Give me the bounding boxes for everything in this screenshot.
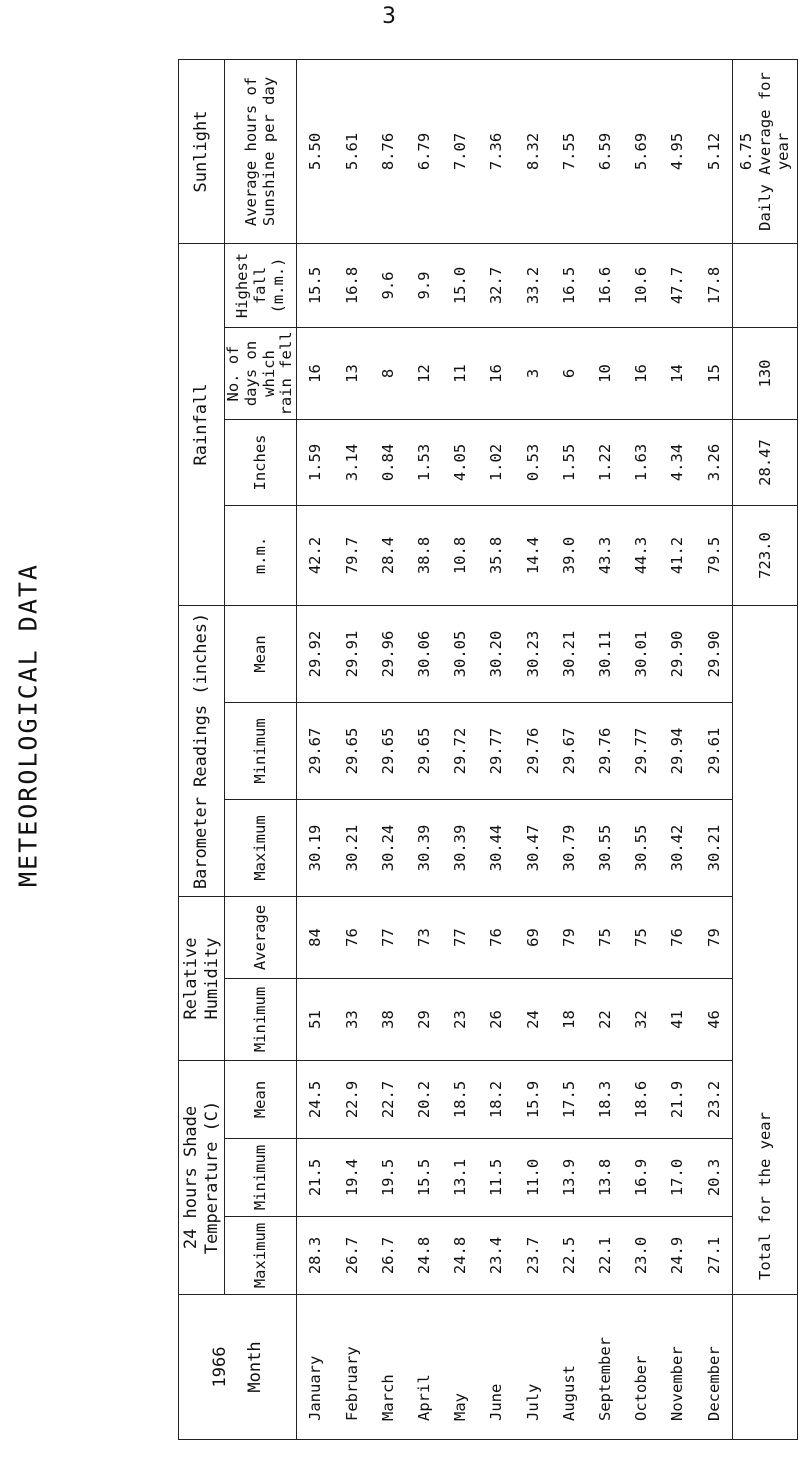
cell-hum-avg: 73 xyxy=(406,897,442,979)
cell-hum-min: 18 xyxy=(551,979,587,1061)
cell-rain-days: 13 xyxy=(334,328,370,420)
cell-high-fall: 9.9 xyxy=(406,243,442,327)
cell-month: August xyxy=(551,1295,587,1440)
daily-average xyxy=(733,59,798,243)
table-row xyxy=(297,59,334,1439)
cell-hum-avg: 79 xyxy=(551,897,587,979)
cell-hum-avg: 75 xyxy=(623,897,659,979)
cell-bar-mean: 30.05 xyxy=(442,606,478,703)
cell-rain-in: 0.53 xyxy=(515,420,551,506)
total-high-fall xyxy=(733,243,798,327)
cell-month: September xyxy=(587,1295,623,1440)
sunlight-group-header: Sunlight xyxy=(179,59,225,243)
cell-high-fall: 9.6 xyxy=(370,243,406,327)
cell-high-fall: 16.5 xyxy=(551,243,587,327)
cell-bar-min: 29.76 xyxy=(515,703,551,800)
cell-bar-mean: 29.90 xyxy=(696,606,733,703)
total-spacer xyxy=(733,1295,798,1440)
cell-bar-mean: 30.01 xyxy=(623,606,659,703)
cell-hum-avg: 75 xyxy=(587,897,623,979)
cell-bar-max: 30.47 xyxy=(515,800,551,897)
rain-mm-header: m.m. xyxy=(225,506,297,606)
cell-high-fall: 10.6 xyxy=(623,243,659,327)
cell-sunshine: 5.61 xyxy=(334,59,370,243)
cell-bar-min: 29.65 xyxy=(406,703,442,800)
cell-rain-days: 11 xyxy=(442,328,478,420)
cell-rain-mm: 39.0 xyxy=(551,506,587,606)
humidity-group-header: Relative Humidity xyxy=(179,897,225,1061)
cell-temp-min: 16.9 xyxy=(623,1139,659,1217)
cell-high-fall: 32.7 xyxy=(478,243,514,327)
cell-temp-mean: 17.5 xyxy=(551,1061,587,1139)
cell-temp-min: 19.5 xyxy=(370,1139,406,1217)
year-label: 1966 xyxy=(210,1346,231,1388)
cell-rain-days: 10 xyxy=(587,328,623,420)
total-rain-days: 130 xyxy=(733,328,798,420)
cell-sunshine: 8.76 xyxy=(370,59,406,243)
cell-bar-max: 30.79 xyxy=(551,800,587,897)
cell-hum-min: 24 xyxy=(515,979,551,1061)
cell-sunshine: 8.32 xyxy=(515,59,551,243)
cell-month: July xyxy=(515,1295,551,1440)
cell-bar-min: 29.77 xyxy=(478,703,514,800)
cell-bar-min: 29.72 xyxy=(442,703,478,800)
cell-hum-avg: 76 xyxy=(478,897,514,979)
cell-rain-days: 6 xyxy=(551,328,587,420)
cell-high-fall: 16.6 xyxy=(587,243,623,327)
table-row xyxy=(406,59,442,1439)
cell-temp-max: 23.4 xyxy=(478,1217,514,1295)
cell-temp-max: 28.3 xyxy=(297,1217,334,1295)
cell-rain-mm: 42.2 xyxy=(297,506,334,606)
cell-bar-max: 30.44 xyxy=(478,800,514,897)
cell-rain-in: 1.53 xyxy=(406,420,442,506)
cell-hum-min: 41 xyxy=(659,979,695,1061)
cell-bar-max: 30.24 xyxy=(370,800,406,897)
cell-rain-mm: 14.4 xyxy=(515,506,551,606)
cell-bar-mean: 29.91 xyxy=(334,606,370,703)
cell-sunshine: 7.55 xyxy=(551,59,587,243)
cell-bar-min: 29.94 xyxy=(659,703,695,800)
meteorological-table xyxy=(178,59,798,1440)
cell-bar-min: 29.76 xyxy=(587,703,623,800)
cell-rain-days: 14 xyxy=(659,328,695,420)
cell-hum-min: 51 xyxy=(297,979,334,1061)
cell-temp-max: 26.7 xyxy=(334,1217,370,1295)
table-row xyxy=(696,59,733,1439)
cell-sunshine: 6.79 xyxy=(406,59,442,243)
table-row xyxy=(334,59,370,1439)
page-title: METEOROLOGICAL DATA xyxy=(13,563,43,887)
cell-high-fall: 17.8 xyxy=(696,243,733,327)
rain-in-header: Inches xyxy=(225,420,297,506)
temperature-group-header: 24 hours Shade Temperature (C) xyxy=(179,1061,225,1295)
cell-rain-in: 1.02 xyxy=(478,420,514,506)
cell-temp-mean: 18.3 xyxy=(587,1061,623,1139)
bar-min-header: Minimum xyxy=(225,703,297,800)
cell-month: December xyxy=(696,1295,733,1440)
cell-hum-min: 29 xyxy=(406,979,442,1061)
total-rain-mm: 723.0 xyxy=(733,506,798,606)
table-row xyxy=(370,59,406,1439)
temp-max-header: Maximum xyxy=(225,1217,297,1295)
cell-hum-min: 32 xyxy=(623,979,659,1061)
cell-bar-max: 30.39 xyxy=(406,800,442,897)
bar-mean-header: Mean xyxy=(225,606,297,703)
cell-temp-mean: 15.9 xyxy=(515,1061,551,1139)
cell-hum-min: 46 xyxy=(696,979,733,1061)
cell-temp-max: 26.7 xyxy=(370,1217,406,1295)
cell-hum-avg: 77 xyxy=(442,897,478,979)
cell-month: June xyxy=(478,1295,514,1440)
cell-temp-min: 11.0 xyxy=(515,1139,551,1217)
cell-temp-mean: 24.5 xyxy=(297,1061,334,1139)
cell-rain-mm: 44.3 xyxy=(623,506,659,606)
cell-rain-days: 3 xyxy=(515,328,551,420)
cell-bar-max: 30.42 xyxy=(659,800,695,897)
cell-sunshine: 7.07 xyxy=(442,59,478,243)
year-month-header xyxy=(179,1295,297,1440)
cell-temp-max: 24.8 xyxy=(406,1217,442,1295)
cell-bar-max: 30.55 xyxy=(623,800,659,897)
table-row xyxy=(551,59,587,1439)
cell-hum-avg: 76 xyxy=(334,897,370,979)
cell-bar-max: 30.19 xyxy=(297,800,334,897)
cell-bar-mean: 29.96 xyxy=(370,606,406,703)
cell-hum-avg: 76 xyxy=(659,897,695,979)
cell-sunshine: 7.36 xyxy=(478,59,514,243)
cell-rain-mm: 35.8 xyxy=(478,506,514,606)
cell-temp-max: 23.0 xyxy=(623,1217,659,1295)
cell-hum-avg: 84 xyxy=(297,897,334,979)
cell-bar-mean: 30.11 xyxy=(587,606,623,703)
cell-temp-mean: 21.9 xyxy=(659,1061,695,1139)
cell-bar-min: 29.65 xyxy=(334,703,370,800)
cell-rain-days: 15 xyxy=(696,328,733,420)
cell-temp-mean: 18.6 xyxy=(623,1061,659,1139)
table-row xyxy=(587,59,623,1439)
table-row xyxy=(478,59,514,1439)
barometer-group-header: Barometer Readings (inches) xyxy=(179,606,225,897)
cell-rain-in: 3.14 xyxy=(334,420,370,506)
cell-bar-max: 30.21 xyxy=(696,800,733,897)
cell-temp-min: 15.5 xyxy=(406,1139,442,1217)
cell-month: April xyxy=(406,1295,442,1440)
total-label: Total for the year xyxy=(733,606,798,1295)
hum-min-header: Minimum xyxy=(225,979,297,1061)
cell-hum-min: 23 xyxy=(442,979,478,1061)
cell-sunshine: 6.59 xyxy=(587,59,623,243)
cell-temp-mean: 22.7 xyxy=(370,1061,406,1139)
cell-rain-mm: 43.3 xyxy=(587,506,623,606)
cell-month: February xyxy=(334,1295,370,1440)
cell-sunshine: 5.69 xyxy=(623,59,659,243)
cell-rain-days: 16 xyxy=(478,328,514,420)
cell-bar-max: 30.55 xyxy=(587,800,623,897)
meteorological-table-rotated xyxy=(178,60,798,1440)
cell-rain-in: 1.22 xyxy=(587,420,623,506)
cell-bar-mean: 30.20 xyxy=(478,606,514,703)
cell-temp-max: 27.1 xyxy=(696,1217,733,1295)
cell-high-fall: 33.2 xyxy=(515,243,551,327)
cell-month: January xyxy=(297,1295,334,1440)
cell-rain-mm: 79.5 xyxy=(696,506,733,606)
cell-temp-mean: 23.2 xyxy=(696,1061,733,1139)
cell-high-fall: 15.5 xyxy=(297,243,334,327)
cell-month: May xyxy=(442,1295,478,1440)
cell-rain-mm: 38.8 xyxy=(406,506,442,606)
cell-temp-min: 20.3 xyxy=(696,1139,733,1217)
cell-temp-min: 13.1 xyxy=(442,1139,478,1217)
cell-month: November xyxy=(659,1295,695,1440)
cell-rain-days: 16 xyxy=(297,328,334,420)
table-row xyxy=(515,59,551,1439)
cell-temp-mean: 18.2 xyxy=(478,1061,514,1139)
cell-rain-days: 8 xyxy=(370,328,406,420)
cell-rain-mm: 79.7 xyxy=(334,506,370,606)
table-row xyxy=(659,59,695,1439)
cell-temp-max: 22.1 xyxy=(587,1217,623,1295)
cell-hum-min: 26 xyxy=(478,979,514,1061)
high-fall-header: Highest fall (m.m.) xyxy=(225,243,297,327)
cell-month: March xyxy=(370,1295,406,1440)
sunshine-header: Average hours of Sunshine per day xyxy=(225,59,297,243)
cell-bar-min: 29.61 xyxy=(696,703,733,800)
rainfall-group-header: Rainfall xyxy=(179,243,225,605)
cell-rain-days: 16 xyxy=(623,328,659,420)
temp-mean-header: Mean xyxy=(225,1061,297,1139)
hum-avg-header: Average xyxy=(225,897,297,979)
cell-sunshine: 5.50 xyxy=(297,59,334,243)
cell-rain-in: 4.05 xyxy=(442,420,478,506)
table-row xyxy=(623,59,659,1439)
cell-sunshine: 4.95 xyxy=(659,59,695,243)
cell-rain-in: 1.59 xyxy=(297,420,334,506)
cell-rain-in: 4.34 xyxy=(659,420,695,506)
cell-temp-min: 19.4 xyxy=(334,1139,370,1217)
cell-hum-min: 22 xyxy=(587,979,623,1061)
cell-hum-min: 33 xyxy=(334,979,370,1061)
page-number: 3 xyxy=(382,4,396,29)
cell-bar-max: 30.21 xyxy=(334,800,370,897)
cell-rain-mm: 10.8 xyxy=(442,506,478,606)
cell-temp-min: 11.5 xyxy=(478,1139,514,1217)
cell-temp-max: 24.9 xyxy=(659,1217,695,1295)
cell-rain-mm: 41.2 xyxy=(659,506,695,606)
cell-month: October xyxy=(623,1295,659,1440)
cell-bar-mean: 30.23 xyxy=(515,606,551,703)
rain-days-header: No. of days on which rain fell xyxy=(225,328,297,420)
cell-rain-in: 3.26 xyxy=(696,420,733,506)
month-header: Month xyxy=(244,1341,265,1393)
cell-bar-min: 29.77 xyxy=(623,703,659,800)
cell-bar-mean: 29.90 xyxy=(659,606,695,703)
cell-rain-in: 0.84 xyxy=(370,420,406,506)
cell-temp-mean: 22.9 xyxy=(334,1061,370,1139)
cell-temp-min: 13.8 xyxy=(587,1139,623,1217)
cell-temp-min: 13.9 xyxy=(551,1139,587,1217)
cell-high-fall: 16.8 xyxy=(334,243,370,327)
cell-hum-avg: 77 xyxy=(370,897,406,979)
cell-sunshine: 5.12 xyxy=(696,59,733,243)
cell-bar-min: 29.67 xyxy=(551,703,587,800)
cell-temp-max: 23.7 xyxy=(515,1217,551,1295)
cell-temp-max: 22.5 xyxy=(551,1217,587,1295)
cell-hum-avg: 69 xyxy=(515,897,551,979)
bar-max-header: Maximum xyxy=(225,800,297,897)
cell-hum-min: 38 xyxy=(370,979,406,1061)
cell-rain-days: 12 xyxy=(406,328,442,420)
cell-bar-mean: 30.06 xyxy=(406,606,442,703)
daily-average-label: Daily Average for year xyxy=(755,72,793,231)
cell-temp-mean: 20.2 xyxy=(406,1061,442,1139)
cell-high-fall: 47.7 xyxy=(659,243,695,327)
cell-temp-max: 24.8 xyxy=(442,1217,478,1295)
cell-temp-min: 17.0 xyxy=(659,1139,695,1217)
cell-temp-mean: 18.5 xyxy=(442,1061,478,1139)
cell-rain-mm: 28.4 xyxy=(370,506,406,606)
table-row xyxy=(442,59,478,1439)
cell-bar-mean: 30.21 xyxy=(551,606,587,703)
cell-bar-max: 30.39 xyxy=(442,800,478,897)
cell-rain-in: 1.55 xyxy=(551,420,587,506)
cell-high-fall: 15.0 xyxy=(442,243,478,327)
daily-average-value: 6.75 xyxy=(737,132,756,171)
cell-bar-min: 29.67 xyxy=(297,703,334,800)
temp-min-header: Minimum xyxy=(225,1139,297,1217)
total-rain-in: 28.47 xyxy=(733,420,798,506)
cell-rain-in: 1.63 xyxy=(623,420,659,506)
cell-hum-avg: 79 xyxy=(696,897,733,979)
cell-bar-min: 29.65 xyxy=(370,703,406,800)
cell-temp-min: 21.5 xyxy=(297,1139,334,1217)
cell-bar-mean: 29.92 xyxy=(297,606,334,703)
